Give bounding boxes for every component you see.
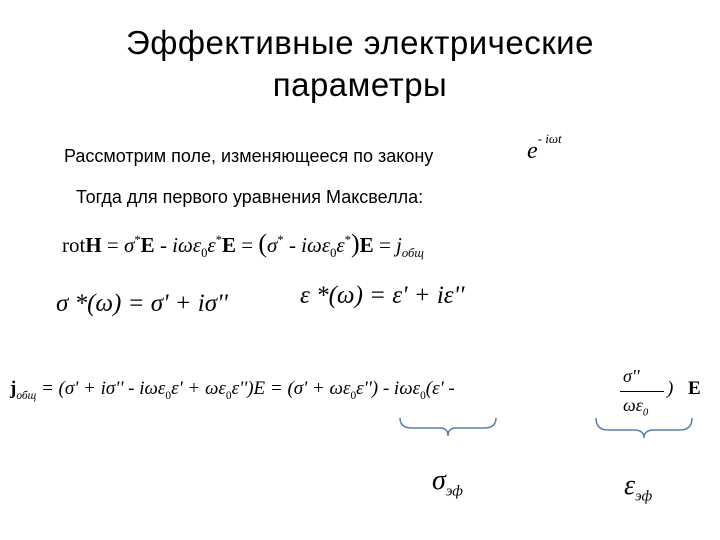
sigma-complex-formula: σ *(ω) = σ' + iσ'' xyxy=(56,290,228,317)
equals-sign: = xyxy=(373,233,397,257)
star-sup: * xyxy=(215,233,222,247)
equals-sign: = xyxy=(236,233,259,257)
eps-eff-underbrace xyxy=(594,416,694,442)
eps-zero-sub: 0 xyxy=(225,389,232,402)
title-line-2: параметры xyxy=(272,66,448,103)
vector-E: E xyxy=(140,233,155,257)
eps-zero-sub: 0 xyxy=(350,389,357,402)
slide-title xyxy=(60,22,660,106)
eps-symbol: ε xyxy=(207,233,216,257)
paren-close: ) xyxy=(351,229,360,258)
sigma-symbol: σ xyxy=(124,233,135,257)
current-j-sub: общ xyxy=(16,389,37,402)
eps-symbol: ε xyxy=(336,233,345,257)
term-2: ε' + ωε xyxy=(171,378,226,399)
fraction-numerator: σ'' xyxy=(623,366,640,386)
vector-E-end: E xyxy=(688,378,701,399)
term-1: = (σ' + iσ'' - iωε xyxy=(36,378,166,399)
eps-eff-label: $\varepsilon_{эф}$ xyxy=(624,470,653,505)
i-omega-eps-term: - iωε xyxy=(283,233,331,257)
sigma-symbol: σ xyxy=(267,233,278,257)
current-j-sub: общ xyxy=(401,246,424,261)
eps-complex-formula: ε *(ω) = ε' + iε'' xyxy=(300,282,465,309)
law-formula xyxy=(527,131,562,165)
closing-paren: ) xyxy=(667,378,674,399)
vector-E: E xyxy=(222,233,237,257)
law-exponent: - iωt xyxy=(537,131,562,146)
paren-open: ( xyxy=(258,229,268,258)
eps-zero-sub: 0 xyxy=(201,246,208,261)
current-j: j xyxy=(396,233,402,257)
intro-text: Рассмотрим поле, изменяющееся по закону xyxy=(64,146,434,166)
i-omega-eps-term: - iωε xyxy=(154,233,202,257)
vector-E: E xyxy=(359,233,374,257)
eps-zero-sub: 0 xyxy=(420,389,426,402)
sigma-eff-label: $\sigma_{эф}$ xyxy=(432,465,463,500)
vector-H: H xyxy=(85,233,102,257)
term-5: ε'') - iωε xyxy=(356,378,421,399)
equals-sign: = xyxy=(101,233,125,257)
title-line-1: Эффективные электрические xyxy=(126,24,594,61)
star-sup: * xyxy=(277,233,284,247)
term-3: ε'')E = xyxy=(231,378,288,399)
current-j: j xyxy=(10,378,17,399)
law-base: e xyxy=(527,138,538,164)
fraction-denominator: $\omega\varepsilon_0$ xyxy=(623,395,649,419)
eps-zero-sub: 0 xyxy=(330,246,337,261)
sigma-eff-underbrace xyxy=(398,416,498,440)
term-6: (ε' - xyxy=(425,378,455,399)
rot-operator: rot xyxy=(62,233,86,257)
star-sup: * xyxy=(134,233,141,247)
maxwell-intro-text: Тогда для первого уравнения Максвелла: xyxy=(76,187,424,207)
eps-zero-sub: 0 xyxy=(165,389,172,402)
total-current-formula xyxy=(10,378,455,400)
term-4: (σ' + ωε xyxy=(287,378,351,399)
maxwell-equation xyxy=(62,229,424,259)
star-sup: * xyxy=(344,233,351,247)
fraction-bar xyxy=(620,391,664,392)
